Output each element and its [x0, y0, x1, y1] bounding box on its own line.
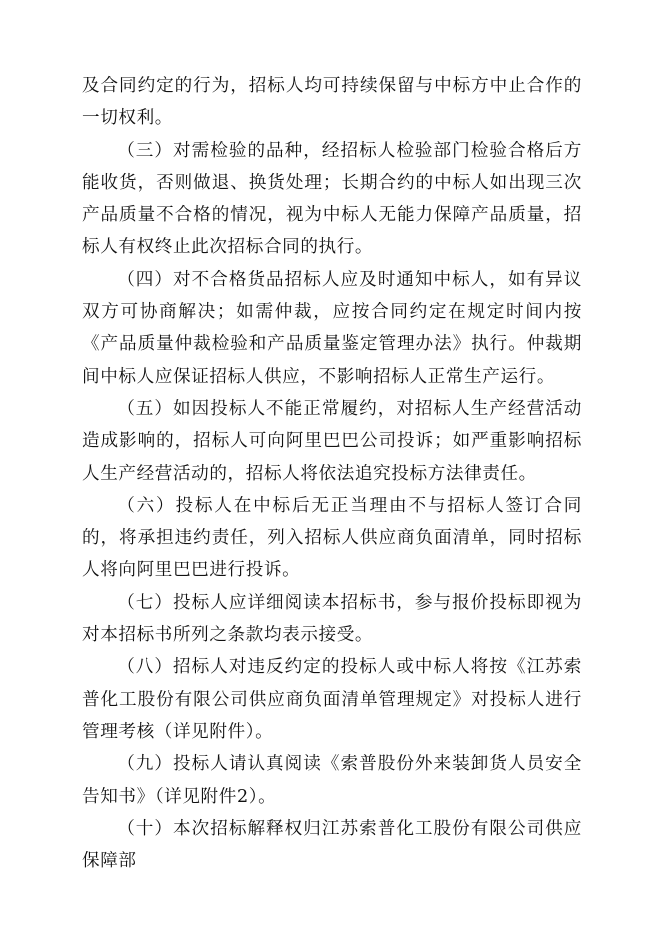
- paragraph-continuation: 及合同约定的行为，招标人均可持续保留与中标方中止合作的一切权利。: [82, 76, 582, 129]
- paragraph-item-9: （九）投标人请认真阅读《索普股份外来装卸货人员安全告知书》（详见附件2）。: [82, 754, 582, 807]
- paragraph-item-5: （五）如因投标人不能正常履约，对招标人生产经营活动造成影响的，招标人可向阿里巴巴公司投诉；如严重影响招标人生产经营活动的，招标人将依法追究投标方法律责任。: [82, 398, 582, 484]
- paragraph-item-3: （三）对需检验的品种，经招标人检验部门检验合格后方能收货，否则做退、换货处理；长期合约的中标人如出现三次产品质量不合格的情况，视为中标人无能力保障产品质量，招标人有权终止此次招标合同的执行。: [82, 140, 582, 258]
- paragraph-item-6: （六）投标人在中标后无正当理由不与招标人签订合同的，将承担违约责任，列入招标人供应商负面清单，同时招标人将向阿里巴巴进行投诉。: [82, 495, 582, 581]
- paragraph-item-8: （八）招标人对违反约定的投标人或中标人将按《江苏索普化工股份有限公司供应商负面清单管理规定》对投标人进行管理考核（详见附件）。: [82, 657, 582, 742]
- paragraph-item-4: （四）对不合格货品招标人应及时通知中标人，如有异议双方可协商解决；如需仲裁，应按合同约定在规定时间内按《产品质量仲裁检验和产品质量鉴定管理办法》执行。仲裁期间中标人应保证招标人供应，不影响招标人正常生产运行。: [82, 269, 582, 387]
- paragraph-item-7: （七）投标人应详细阅读本招标书，参与报价投标即视为对本招标书所列之条款均表示接受。: [82, 592, 582, 646]
- paragraph-item-10: （十）本次招标解释权归江苏索普化工股份有限公司供应保障部: [82, 818, 582, 872]
- document-body: [82, 70, 582, 877]
